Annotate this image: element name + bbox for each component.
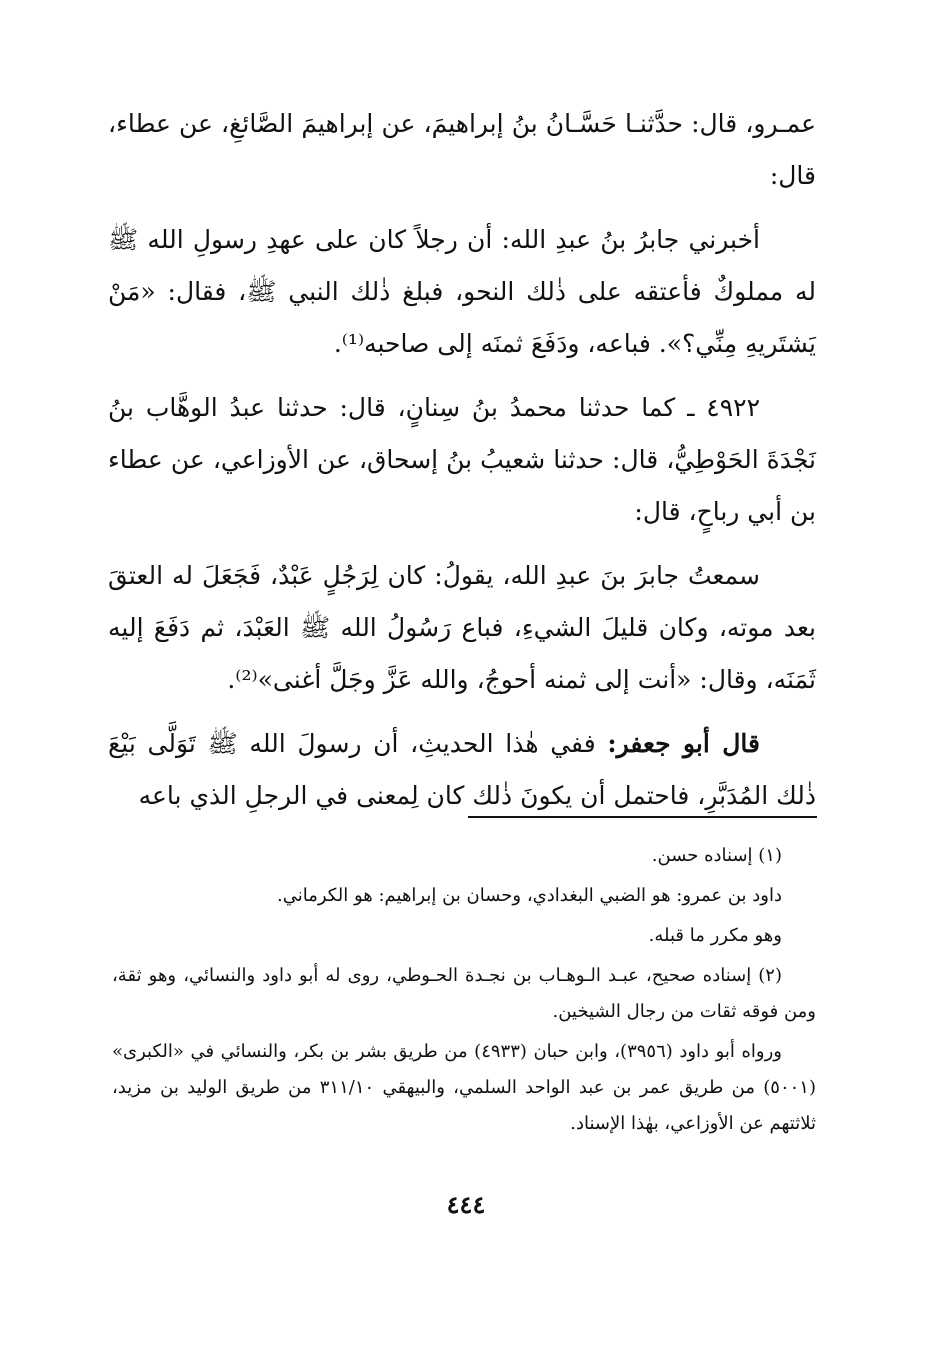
footnote-1-note-b: وهو مكرر ما قبله. <box>648 925 782 946</box>
paragraph-hadith-jabir: أخبرني جابرُ بنُ عبدِ الله: أن رجلاً كان على عهدِ رسولِ الله ﷺ له مملوكٌ فأعتقه على ذٰلك النحو، فبلغ ذٰلك النبي ﷺ، فقال: «مَنْ يَشتَريهِ مِنِّي؟». فباعه، ودَفَعَ ثمنَه إلى صاحبه⁽¹⁾. <box>108 225 816 358</box>
paragraph-commentary <box>108 718 816 822</box>
main-text-block <box>108 98 816 834</box>
commentary-lead: قال أبو جعفر: <box>607 729 760 758</box>
footnote-2-note: ورواه أبو داود (٣٩٥٦)، وابن حبان (٤٩٣٣) من طريق بشر بن بكر، والنسائي في «الكبرى» (٥٠٠١) من طريق عمر بن عبد الواحد السلمي، والبيهقي ٣١١/١٠ من طريق الوليد بن مزيد، ثلاثتهم عن الأوزاعي، بهٰذا الإسناد. <box>112 1041 816 1134</box>
page-number: ٤٤٤ <box>446 1190 486 1219</box>
commentary-text: ففي هٰذا الحديثِ، أن رسولَ الله ﷺ تَوَلَّى بَيْعَ ذٰلك المُدَبَّرِ، فاحتمل أن يكونَ ذٰلك كان لِمعنى في الرجلِ الذي باعه <box>108 729 816 810</box>
footnote-divider <box>468 816 817 818</box>
footnote-2: (٢) إسناده صحيح، عبـد الـوهـاب بن نجـدة الحـوطي، روى له أبو داود والنسائي، وهو ثقة، ومن فوقه ثقات من رجال الشيخين. <box>112 965 816 1022</box>
paragraph-continuation: عمـرو، قال: حدَّثنـا حَسَّـانُ بنُ إبراهيمَ، عن إبراهيمَ الصَّائغِ، عن عطاء، قال: <box>108 109 816 190</box>
footnote-1: (١) إسناده حسن. <box>651 845 782 866</box>
footnote-1-note-a: داود بن عمرو: هو الضبي البغدادي، وحسان بن إبراهيم: هو الكرماني. <box>277 885 782 906</box>
paragraph-hadith-4922: ٤٩٢٢ ـ كما حدثنا محمدُ بنُ سِنانٍ، قال: حدثنا عبدُ الوهَّاب بنُ نَجْدَةَ الحَوْطِيُّ، قال: حدثنا شعيبُ بنُ إسحاق، عن الأوزاعي، عن عطاء بن أبي رباحٍ، قال: <box>108 393 816 526</box>
footnotes-block <box>112 838 816 1146</box>
paragraph-hadith-text: سمعتُ جابرَ بنَ عبدِ الله، يقولُ: كان لِرَجُلٍ عَبْدٌ، فَجَعَلَ له العتقَ بعد موته، وكان قليلَ الشيءِ، فباع رَسُولُ الله ﷺ العَبْدَ، ثم دَفَعَ إليه ثَمَنَه، وقال: «أنت إلى ثمنه أحوجُ، والله عَزَّ وجَلَّ أغنى»⁽²⁾. <box>108 561 816 694</box>
